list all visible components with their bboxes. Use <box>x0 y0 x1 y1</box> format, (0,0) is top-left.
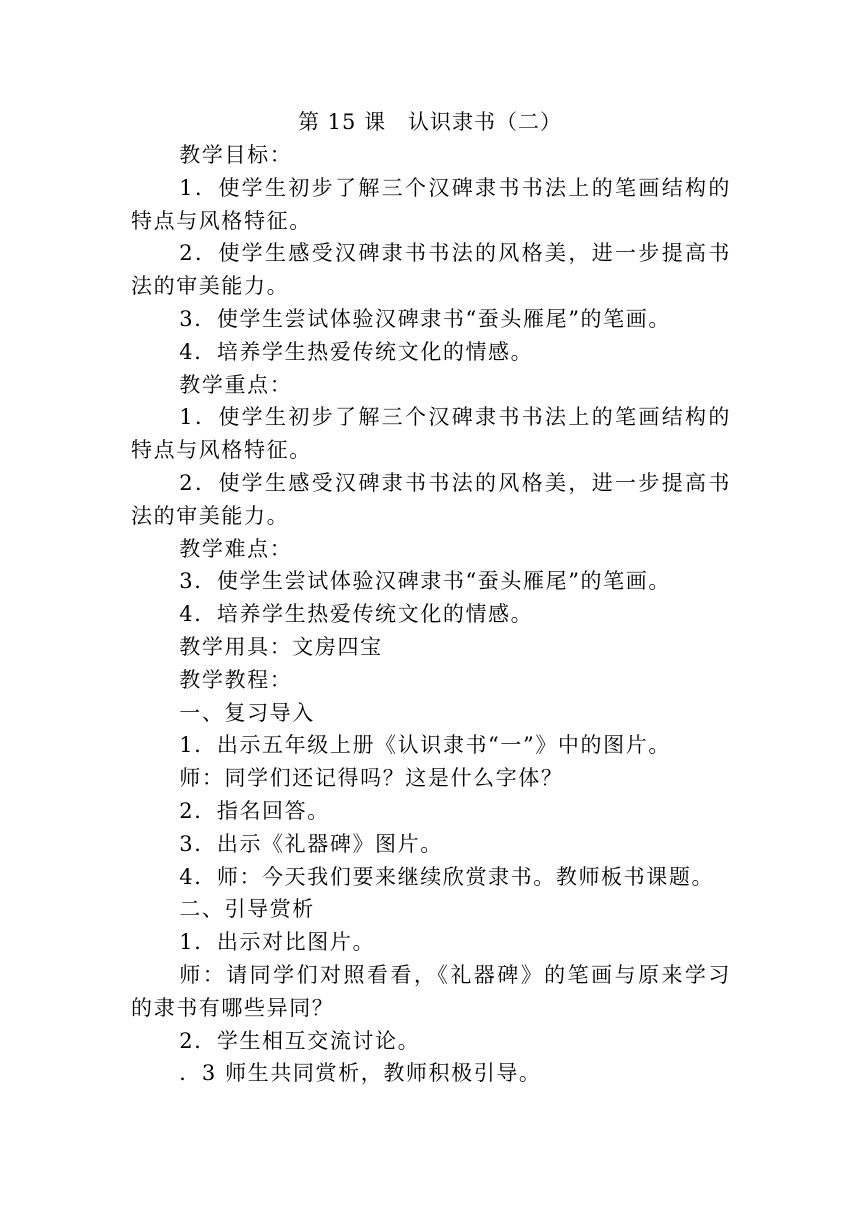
paragraph-key-point-2: 2．使学生感受汉碑隶书书法的风格美，进一步提高书法的审美能力。 <box>131 470 731 528</box>
paragraph-key-point-1: 1．使学生初步了解三个汉碑隶书书法上的笔画结构的特点与风格特征。 <box>131 405 731 463</box>
paragraph-step-1: 1．出示五年级上册《认识隶书“一”》中的图片。 <box>179 733 671 758</box>
paragraph-teaching-process-heading: 教学教程： <box>179 667 293 692</box>
paragraph-step-4: 4．师：今天我们要来继续欣赏隶书。教师板书课题。 <box>179 864 715 889</box>
paragraph-teaching-tools: 教学用具：文房四宝 <box>179 634 383 659</box>
paragraph-difficulty-3: 3．使学生尝试体验汉碑隶书“蚕头雁尾”的笔画。 <box>179 569 671 594</box>
lesson-title: 第 15 课 认识隶书（二） <box>297 110 563 134</box>
paragraph-teacher-question: 师：同学们还记得吗？这是什么字体？ <box>179 766 564 791</box>
paragraph-compare-step-2: 2．学生相互交流讨论。 <box>179 1028 421 1053</box>
paragraph-goal-1: 1．使学生初步了解三个汉碑隶书书法上的笔画结构的特点与风格特征。 <box>131 175 731 233</box>
paragraph-compare-step-1: 1．出示对比图片。 <box>179 930 376 955</box>
paragraph-section-2-heading: 二、引导赏析 <box>179 897 315 922</box>
paragraph-difficulties-heading: 教学难点： <box>179 536 293 561</box>
paragraph-step-2: 2．指名回答。 <box>179 798 330 823</box>
paragraph-section-1-heading: 一、复习导入 <box>179 700 315 725</box>
paragraph-step-3: 3．出示《礼器碑》图片。 <box>179 831 443 856</box>
paragraph-key-points-heading: 教学重点： <box>179 372 293 397</box>
paragraph-goal-2: 2．使学生感受汉碑隶书书法的风格美，进一步提高书法的审美能力。 <box>131 241 731 299</box>
paragraph-goal-4: 4．培养学生热爱传统文化的情感。 <box>179 339 534 364</box>
paragraph-goal-3: 3．使学生尝试体验汉碑隶书“蚕头雁尾”的笔画。 <box>179 306 671 331</box>
paragraph-difficulty-4: 4．培养学生热爱传统文化的情感。 <box>179 602 534 627</box>
paragraph-teacher-compare-question: 师：请同学们对照看看，《礼器碑》的笔画与原来学习的隶书有哪些异同？ <box>131 962 731 1020</box>
paragraph-compare-step-3: ．3 师生共同赏析，教师积极引导。 <box>179 1061 542 1086</box>
paragraph-teaching-goals-heading: 教学目标： <box>179 143 293 167</box>
document-body <box>131 139 731 1090</box>
